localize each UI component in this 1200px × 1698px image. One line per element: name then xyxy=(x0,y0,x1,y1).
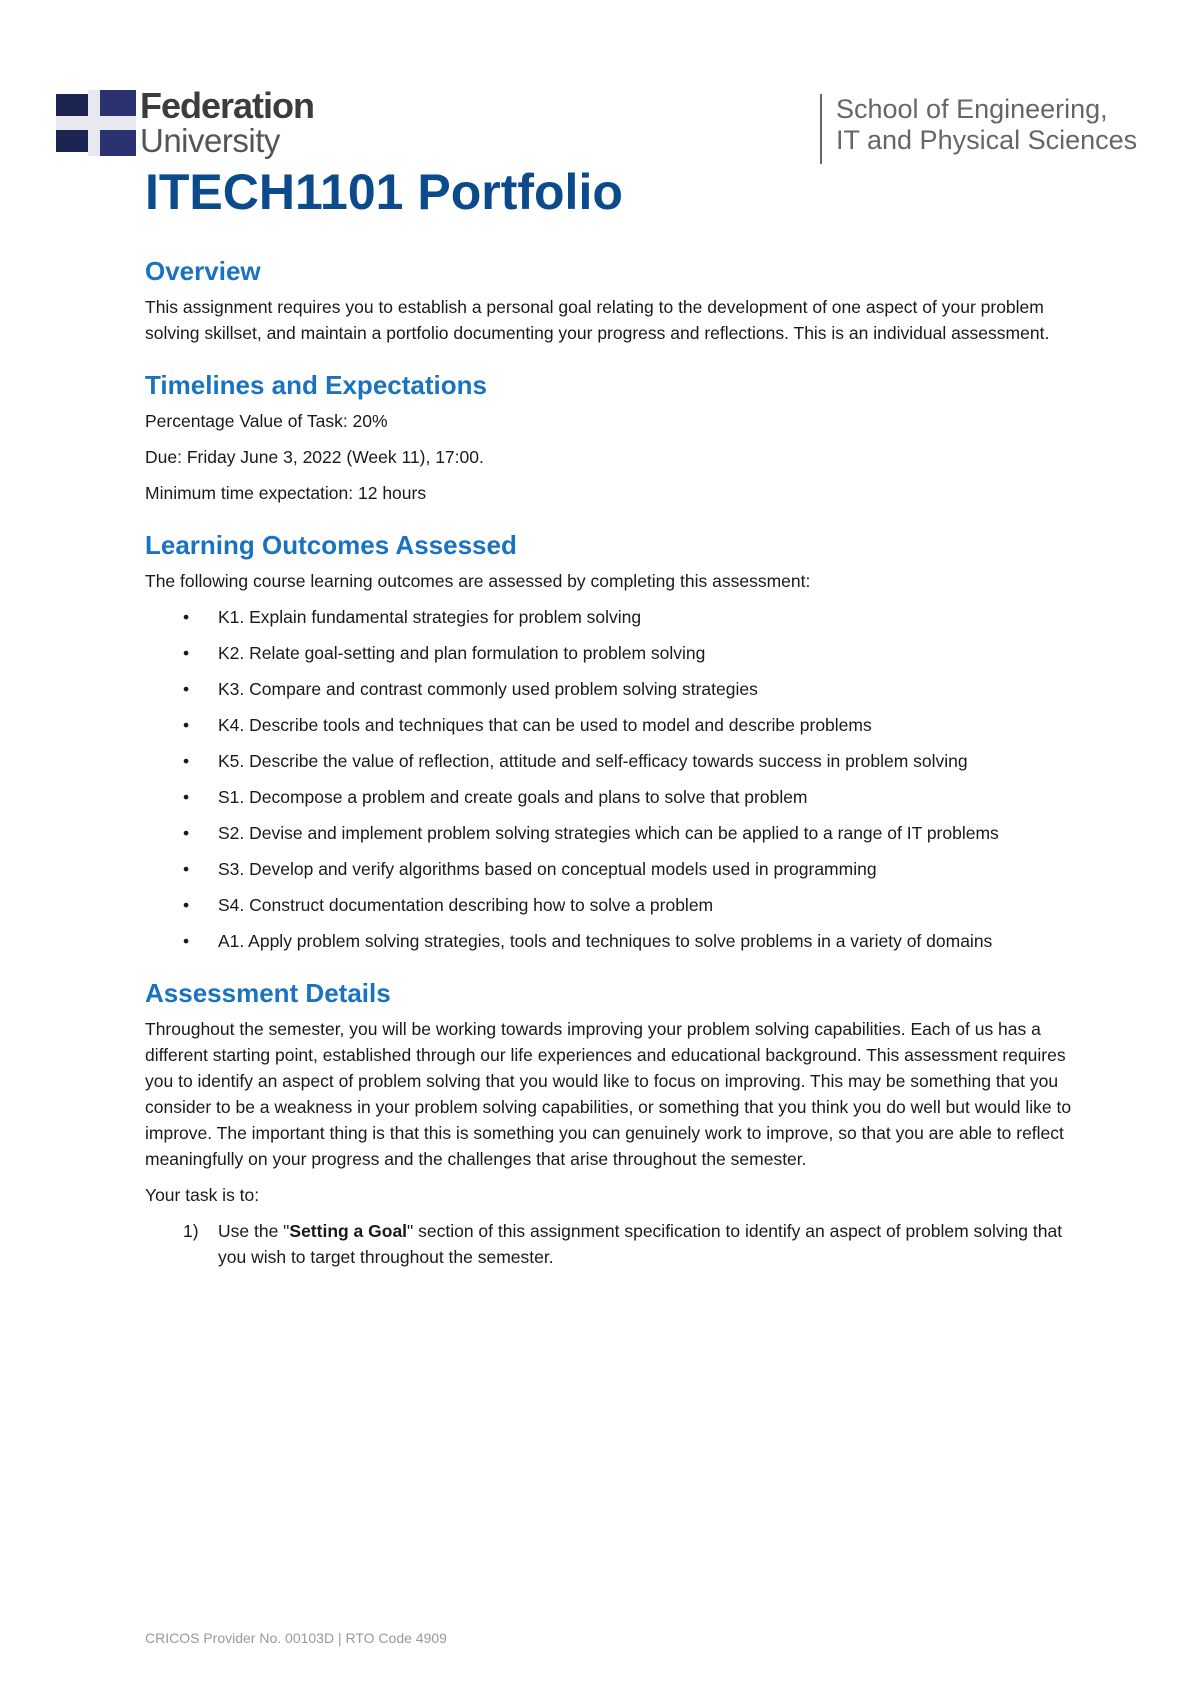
outcomes-list xyxy=(145,604,1075,954)
school-line-1: School of Engineering, xyxy=(836,94,1108,124)
bullet-icon: • xyxy=(183,751,190,771)
details-text: Throughout the semester, you will be working towards improving your problem solving capabilities. Each of us has a different starting point, established through our life experiences and educational background. This assessment requires you to identify an aspect of problem solving that you would like to focus on improving. This may be something that you consider to be a weakness in your problem solving capabilities, or something that you think you do well but would like to improve. The important thing is that this is something you can genuinely work to improve, so that you are able to reflect meaningfully on your progress and the challenges that arise throughout the semester. xyxy=(145,1019,1072,1169)
flag-icon xyxy=(56,90,136,156)
outcome-text: K4. Describe tools and techniques that can be used to model and describe problems xyxy=(218,715,872,735)
details-heading: Assessment Details xyxy=(145,978,391,1008)
page-title: ITECH1101 Portfolio xyxy=(145,164,623,220)
federation-university-logo xyxy=(56,85,315,159)
bullet-icon: • xyxy=(183,823,190,843)
bullet-icon: • xyxy=(183,859,190,879)
outcome-item xyxy=(145,604,1075,630)
outcome-item xyxy=(145,712,1075,738)
outcome-item xyxy=(145,892,1075,918)
outcomes-heading: Learning Outcomes Assessed xyxy=(145,530,517,560)
outcome-text: S3. Develop and verify algorithms based on conceptual models used in programming xyxy=(218,859,877,879)
bullet-icon: • xyxy=(183,679,190,699)
outcome-item xyxy=(145,820,1075,846)
step-bold: Setting a Goal xyxy=(289,1221,408,1241)
bullet-icon: • xyxy=(183,787,190,807)
school-name xyxy=(820,94,1137,164)
task-value: Percentage Value of Task: 20% xyxy=(145,411,388,431)
details-section xyxy=(145,980,1075,1270)
task-intro: Your task is to: xyxy=(145,1185,260,1205)
bullet-icon: • xyxy=(183,643,190,663)
task-list xyxy=(145,1218,1075,1270)
outcomes-section xyxy=(145,532,1075,954)
step-text: Use the " xyxy=(218,1221,290,1241)
outcome-text: S4. Construct documentation describing how to solve a problem xyxy=(218,895,714,915)
school-line-2: IT and Physical Sciences xyxy=(836,125,1138,155)
outcome-item xyxy=(145,676,1075,702)
task-step xyxy=(145,1218,1075,1270)
outcome-text: S2. Devise and implement problem solving strategies which can be applied to a range of IT problems xyxy=(218,823,999,843)
outcome-text: S1. Decompose a problem and create goals and plans to solve that problem xyxy=(218,787,808,807)
bullet-icon: • xyxy=(183,715,190,735)
outcomes-intro: The following course learning outcomes are assessed by completing this assessment: xyxy=(145,571,811,591)
outcome-item xyxy=(145,748,1075,774)
time-expectation: Minimum time expectation: 12 hours xyxy=(145,483,427,503)
outcome-text: K3. Compare and contrast commonly used problem solving strategies xyxy=(218,679,758,699)
due-date: Due: Friday June 3, 2022 (Week 11), 17:00. xyxy=(145,447,484,467)
logo-line-2: University xyxy=(140,122,280,159)
timelines-heading: Timelines and Expectations xyxy=(145,370,487,400)
outcome-text: K1. Explain fundamental strategies for problem solving xyxy=(218,607,642,627)
bullet-icon: • xyxy=(183,607,190,627)
overview-section xyxy=(145,258,1075,346)
outcome-text: A1. Apply problem solving strategies, tools and techniques to solve problems in a variety of domains xyxy=(218,931,993,951)
outcome-text: K2. Relate goal-setting and plan formulation to problem solving xyxy=(218,643,706,663)
overview-heading: Overview xyxy=(145,256,261,286)
bullet-icon: • xyxy=(183,895,190,915)
overview-text: This assignment requires you to establish a personal goal relating to the development of one aspect of your problem solving skillset, and maintain a portfolio documenting your progress and reflections. This is an individual assessment. xyxy=(145,297,1050,343)
outcome-item xyxy=(145,856,1075,882)
step-number: 1) xyxy=(183,1221,199,1241)
outcome-item xyxy=(145,928,1075,954)
outcome-item xyxy=(145,784,1075,810)
footer: CRICOS Provider No. 00103D | RTO Code 4909 xyxy=(145,1630,447,1646)
outcome-item xyxy=(145,640,1075,666)
step-text-2: " section of this assignment specification to identify an aspect of problem solving that you wish to target throughout the semester. xyxy=(218,1221,1063,1267)
outcome-text: K5. Describe the value of reflection, attitude and self-efficacy towards success in problem solving xyxy=(218,751,968,771)
logo-line-1: Federation xyxy=(140,85,315,126)
bullet-icon: • xyxy=(183,931,190,951)
timelines-section xyxy=(145,372,1075,506)
